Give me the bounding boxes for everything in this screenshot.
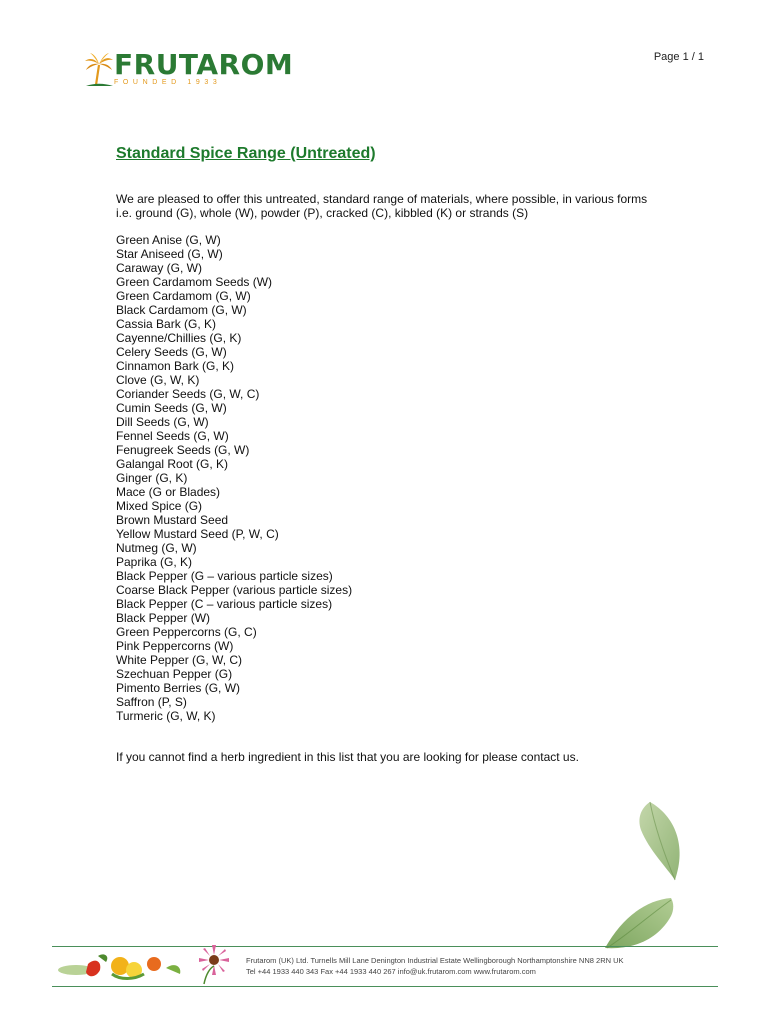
- list-item: Galangal Root (G, K): [116, 457, 229, 471]
- list-item: Fennel Seeds (G, W): [116, 429, 229, 443]
- list-item: Brown Mustard Seed: [116, 513, 229, 527]
- fruit-flower-banner-icon: [54, 944, 234, 986]
- list-item: Yellow Mustard Seed (P, W, C): [116, 527, 279, 541]
- logo-wordmark: FRUTAROM: [114, 48, 294, 81]
- closing-note: If you cannot find a herb ingredient in this list that you are looking for please contact us.: [116, 750, 579, 764]
- list-item: Star Aniseed (G, W): [116, 247, 223, 261]
- list-item: Dill Seeds (G, W): [116, 415, 209, 429]
- list-item: Turmeric (G, W, K): [116, 709, 216, 723]
- list-item: Mace (G or Blades): [116, 485, 221, 499]
- list-item: Black Pepper (G – various particle sizes): [116, 569, 333, 583]
- list-item: White Pepper (G, W, C): [116, 653, 243, 667]
- list-item: Black Pepper (W): [116, 611, 211, 625]
- intro-line: i.e. ground (G), whole (W), powder (P), cracked (C), kibbled (K) or strands (S): [116, 206, 529, 220]
- list-item: Coarse Black Pepper (various particle sizes): [116, 583, 353, 597]
- list-item: Green Cardamom (G, W): [116, 289, 251, 303]
- list-item: Cassia Bark (G, K): [116, 317, 217, 331]
- list-item: Green Cardamom Seeds (W): [116, 275, 273, 289]
- leaves-decoration-icon: [575, 798, 695, 958]
- footer-divider-bottom: [52, 986, 718, 987]
- list-item: Pink Peppercorns (W): [116, 639, 234, 653]
- logo-tagline: FOUNDED 1933: [114, 79, 222, 86]
- list-item: Ginger (G, K): [116, 471, 188, 485]
- footer-contact: [246, 955, 624, 977]
- list-item: Nutmeg (G, W): [116, 541, 197, 555]
- list-item: Cumin Seeds (G, W): [116, 401, 227, 415]
- list-item: Mixed Spice (G): [116, 499, 203, 513]
- list-item: Clove (G, W, K): [116, 373, 200, 387]
- intro-paragraph: [116, 192, 676, 220]
- list-item: Caraway (G, W): [116, 261, 203, 275]
- list-item: Cinnamon Bark (G, K): [116, 359, 235, 373]
- spice-list: [116, 233, 352, 723]
- list-item: Paprika (G, K): [116, 555, 193, 569]
- footer-phone-web: Tel +44 1933 440 343 Fax +44 1933 440 267 info@uk.frutarom.com www.frutarom.com: [246, 967, 536, 976]
- document-title: Standard Spice Range (Untreated): [116, 145, 376, 162]
- list-item: Szechuan Pepper (G): [116, 667, 233, 681]
- intro-line: We are pleased to offer this untreated, standard range of materials, where possible, in various forms: [116, 192, 648, 206]
- list-item: Celery Seeds (G, W): [116, 345, 227, 359]
- list-item: Saffron (P, S): [116, 695, 187, 709]
- palm-tree-icon: [84, 52, 114, 86]
- list-item: Pimento Berries (G, W): [116, 681, 241, 695]
- list-item: Coriander Seeds (G, W, C): [116, 387, 260, 401]
- list-item: Green Peppercorns (G, C): [116, 625, 257, 639]
- list-item: Cayenne/Chillies (G, K): [116, 331, 242, 345]
- footer-address: Frutarom (UK) Ltd. Turnells Mill Lane Denington Industrial Estate Wellingborough Northamptonshire NN8 2RN UK: [246, 956, 624, 965]
- list-item: Green Anise (G, W): [116, 233, 221, 247]
- page-indicator: Page 1 / 1: [653, 51, 704, 63]
- frutarom-logo: [84, 48, 294, 92]
- list-item: Black Pepper (C – various particle sizes): [116, 597, 333, 611]
- list-item: Fenugreek Seeds (G, W): [116, 443, 250, 457]
- list-item: Black Cardamom (G, W): [116, 303, 247, 317]
